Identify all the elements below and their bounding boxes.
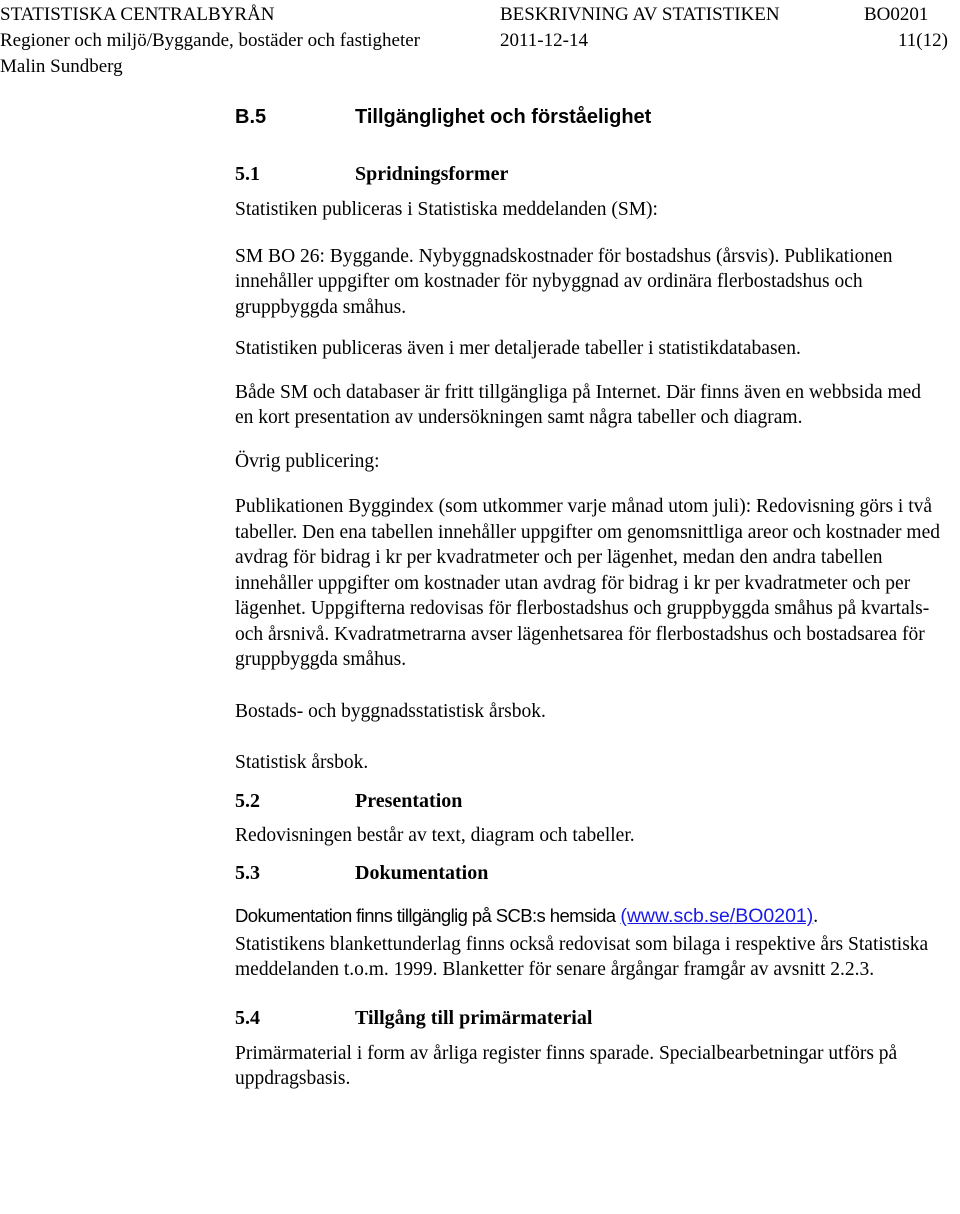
paragraph: Statistiken publiceras i Statistiska meddelanden (SM): [235, 199, 658, 220]
paragraph: Statistikens blankettunderlag finns också redovisat som bilaga i respektive års Statistiska meddelanden t.o.m. 1999. Blanketter för senare årgångar framgår av avsnitt 2.2.3. [235, 933, 929, 980]
header-doc-type: BESKRIVNING AV STATISTIKEN [500, 4, 780, 25]
header-date: 2011-12-14 [500, 30, 588, 51]
paragraph: Statistiken publiceras även i mer detaljerade tabeller i statistikdatabasen. [235, 338, 801, 359]
paragraph: Statistisk årsbok. [235, 752, 369, 773]
documentation-text: Dokumentation finns tillgänglig på SCB:s hemsida [235, 905, 616, 926]
section-title: Tillgång till primärmaterial [355, 1006, 593, 1029]
section-title: Dokumentation [355, 862, 489, 884]
section-number: B.5 [235, 106, 267, 128]
section-number: 5.4 [235, 1006, 260, 1029]
section-heading-5-4 [235, 1005, 940, 1031]
header-author: Malin Sundberg [0, 56, 123, 77]
section-title: Tillgänglighet och förståelighet [355, 106, 652, 128]
section-number: 5.2 [235, 789, 260, 812]
scb-link[interactable]: (www.scb.se/BO0201) [620, 905, 814, 927]
paragraph: Primärmaterial i form av årliga register finns sparade. Specialbearbetningar utförs på uppdragsbasis. [235, 1042, 898, 1089]
paragraph: Redovisningen består av text, diagram och tabeller. [235, 824, 635, 846]
section-number: 5.3 [235, 862, 260, 884]
section-title: Presentation [355, 789, 463, 812]
header-department: Regioner och miljö/Byggande, bostäder och fastigheter [0, 30, 420, 51]
section-heading-5-3 [235, 860, 940, 886]
header-org: STATISTISKA CENTRALBYRÅN [0, 4, 275, 25]
paragraph: Publikationen Byggindex (som utkommer varje månad utom juli): Redovisning görs i två tabeller. Den ena tabellen innehåller uppgifter om genomsnittliga areor och kostnader med avdrag för bidrag i kr per kvadratmeter och per lägenhet, medan den andra tabellen innehåller uppgifter om kostnader utan avdrag för bidrag i kr per kvadratmeter och per lägenhet. Uppgifterna redovisas för flerbostadshus och gruppbyggda småhus på kvartals- och årsnivå. Kvadratmetrarna avser lägenhetsarea för flerbostadshus och bostadsarea för gruppbyggda småhus. [235, 496, 940, 670]
section-title: Spridningsformer [355, 163, 509, 185]
section-heading-b5 [235, 104, 940, 130]
paragraph: SM BO 26: Byggande. Nybyggnadskostnader för bostadshus (årsvis). Publikationen innehåller uppgifter om kostnader för nybyggnad av ordinära flerbostadshus och gruppbyggda småhus. [235, 245, 893, 318]
header-page-number: 11(12) [898, 30, 948, 51]
section-number: 5.1 [235, 163, 260, 185]
paragraph: Både SM och databaser är fritt tillgängliga på Internet. Där finns även en webbsida med en kort presentation av undersökningen samt några tabeller och diagram. [235, 381, 922, 428]
section-heading-5-1 [235, 161, 940, 187]
paragraph: Bostads- och byggnadsstatistisk årsbok. [235, 700, 546, 722]
paragraph: Övrig publicering: [235, 450, 380, 472]
main-content [235, 104, 940, 1092]
period: . [813, 906, 819, 927]
paragraph-documentation [235, 903, 940, 930]
section-heading-5-2 [235, 788, 940, 814]
header-doc-code: BO0201 [864, 4, 929, 25]
